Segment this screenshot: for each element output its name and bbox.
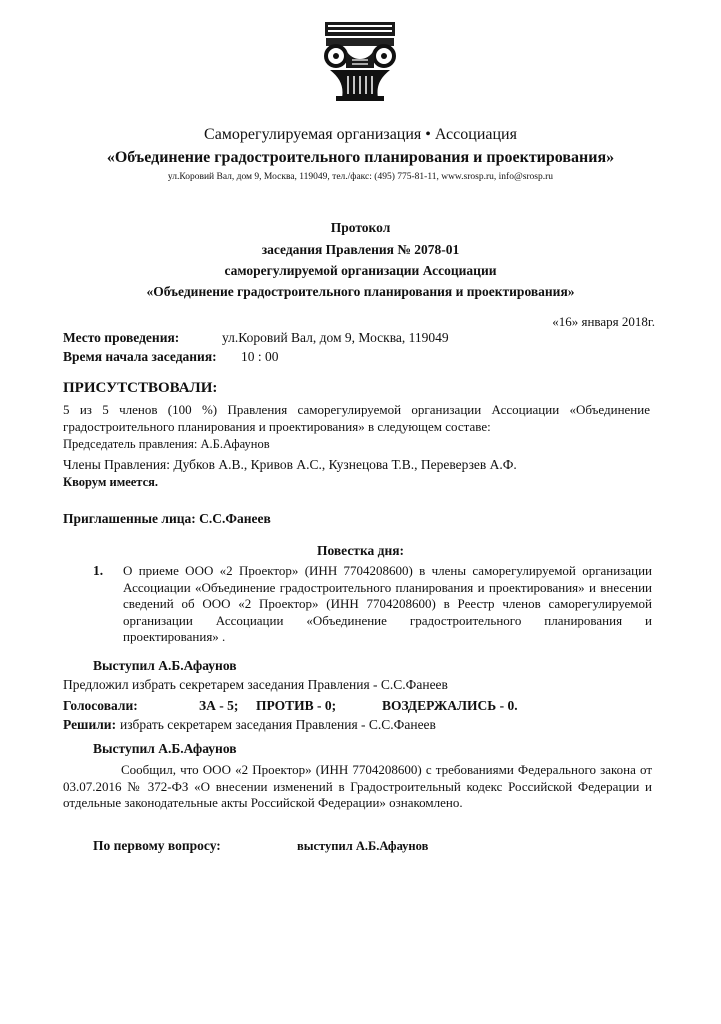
attendance-text: 5 из 5 членов (100 %) Правления саморегулируемой организации Ассоциации «Объединение градостроительного планирования и проектирования» в следующем составе: [63,402,650,434]
report-speaker: Выступил А.Б.Афаунов [93,741,237,756]
secretary-proposal: Предложил избрать секретарем заседания Правления - С.С.Фанеев [63,677,448,692]
agenda-item-text: О приеме ООО «2 Проектор» (ИНН 7704208600) в члены саморегулируемой организации Ассоциации «Объединение градостроительного планирования и проектирования» и внесении сведений об ООО «2 Проектор» (ИНН 7704208600) в Реестр членов саморегулируемой организации Ассоциации «Объединение градостроительного планирования и проектирования» . [123,563,652,644]
agenda-item-number: 1. [93,563,104,578]
place-label: Место проведения: [63,330,180,345]
chairman-line: Председатель правления: А.Б.Афаунов [63,437,270,451]
members-line: Члены Правления: Дубков А.В., Кривов А.С., Кузнецова Т.В., Переверзев А.Ф. [63,457,517,472]
organization-logo [322,20,398,102]
time-label: Время начала заседания: [63,349,217,364]
first-question-label: По первому вопросу: [93,838,221,853]
document-subtitle: заседания Правления № 2078-01 [261,242,460,257]
document-subtitle-association: «Объединение градостроительного планирования и проектирования» [146,284,575,299]
speaker-line: Выступил А.Б.Афаунов [93,658,237,673]
document-title: Протокол [330,220,391,235]
time-value: 10 : 00 [241,349,279,364]
document-subtitle-org: саморегулируемой организации Ассоциации [224,263,497,278]
vote-against: ПРОТИВ - 0; [256,698,337,713]
vote-for: ЗА - 5; [199,698,239,713]
place-value: ул.Коровий Вал, дом 9, Москва, 119049 [222,330,449,345]
invited-persons: Приглашенные лица: С.С.Фанеев [63,511,271,526]
vote-abstain: ВОЗДЕРЖАЛИСЬ - 0. [382,698,518,713]
first-question-speaker: выступил А.Б.Афаунов [297,839,429,853]
vote-label: Голосовали: [63,698,138,713]
quorum-line: Кворум имеется. [63,475,159,489]
organization-contacts: ул.Коровий Вал, дом 9, Москва, 119049, тел./факс: (495) 775-81-11, www.srosp.ru, info@srosp.ru [167,172,554,182]
organization-name: Саморегулируемая организация • Ассоциация [204,126,517,143]
decision-text: избрать секретарем заседания Правления - С.С.Фанеев [120,717,436,732]
agenda-heading: Повестка дня: [316,543,405,558]
organization-full-name: «Объединение градостроительного планирования и проектирования» [106,149,615,166]
decision-label: Решили: [63,717,117,732]
report-text: Сообщил, что ООО «2 Проектор» (ИНН 7704208600) с требованиями Федерального закона от 03.07.2016 № 372-ФЗ «О внесении изменений в Градостроительный кодекс Российской Федерации и отдельные законодательные акты Российской Федерации» ознакомлено. [63,762,652,810]
attendance-heading: ПРИСУТСТВОВАЛИ: [63,380,218,396]
document-date: «16» января 2018г. [552,314,655,329]
